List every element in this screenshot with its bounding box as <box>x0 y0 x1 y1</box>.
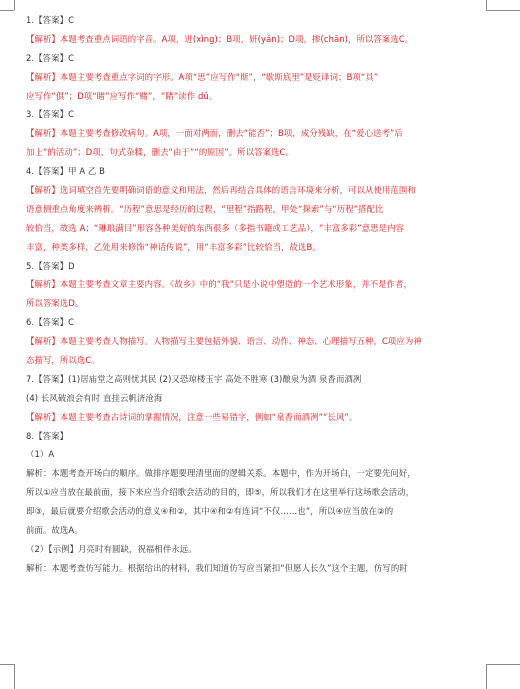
q3-analysis-cont: 加上“的活动”；D项，句式杂糅，删去“由于”“的原因”。所以答案选C。 <box>26 147 294 158</box>
q8-part1-analysis-cont-3: 前面。故选A。 <box>26 525 83 536</box>
answer-key-page <box>26 11 494 578</box>
q8-part2-analysis: 解析：本题考查仿写能力。根据给出的材料，我们知道仿写应当紧扣“但愿人长久”这个主题，仿写的时 <box>26 562 408 573</box>
q5-analysis: 【解析】本题主要考查文章主要内容。《故乡》中的“我”只是小说中塑造的一个艺术形象，并不是作者， <box>26 279 413 290</box>
q6-answer: 6.【答案】C <box>26 317 75 328</box>
q1-analysis: 【解析】本题考查重点词语的字音。A项，迸(xìng)；B项，妍(yán)；D项，掺(chān)，所以答案选C。 <box>26 33 414 44</box>
crop-mark-top-left-h <box>0 10 14 11</box>
q3-answer: 3.【答案】C <box>26 109 75 120</box>
q3-analysis: 【解析】本题主要考查修改病句。A项，一面对两面，删去“能否”；B项，成分残缺，在“爱心送考”后 <box>26 128 403 139</box>
q6-analysis: 【解析】本题主要考查人物描写。人物描写主要包括外貌、语言、动作、神态、心理描写五种，C项应为神 <box>26 336 422 347</box>
q2-analysis: 【解析】本题主要考查重点字词的字形。A项“思”应写作“斯”，“歇斯底里”是贬译词；B项“具” <box>26 71 379 82</box>
q2-answer: 2.【答案】C <box>26 52 75 63</box>
q4-answer: 4.【答案】甲 A 乙 B <box>26 166 106 177</box>
crop-mark-bottom-right-v <box>486 664 487 689</box>
crop-mark-bottom-left-h <box>0 664 14 665</box>
q8-answer: 8.【答案】 <box>26 430 69 441</box>
q8-part1-analysis-cont-2: 即③，最后就要介绍歌会活动的意义④和②，其中④和②有连词“不仅……也”，所以④应当放在②的 <box>26 506 394 517</box>
q4-analysis-cont-2: 较恰当，故选 A；“琳琅满目”形容各种美好的东西很多（多指书籍或工艺品），“丰富多彩”意思是内容 <box>26 222 405 233</box>
q4-analysis: 【解析】选词填空首先要明确词语的意义和用法，然后再结合具体的语言环境来分析，可以从使用范围和 <box>26 185 416 196</box>
crop-mark-bottom-right-h <box>486 664 520 665</box>
q7-answer-cont: (4) 长风破浪会有时 直挂云帆济沧海 <box>26 392 163 403</box>
q8-part2-example: （2）【示例】月亮时有圆缺，祝福相伴永远。 <box>26 543 197 554</box>
q7-answer: 7.【答案】(1)居庙堂之高则忧其民 (2)又恐琼楼玉宇 高处不胜寒 (3)酿泉为酒 泉香而酒冽 <box>26 373 362 384</box>
q5-answer: 5.【答案】D <box>26 260 75 271</box>
q4-analysis-cont-3: 丰富，种类多样，乙处用来修饰“神话传说”，用“丰富多彩”比较恰当，故选B。 <box>26 241 321 252</box>
q4-analysis-cont-1: 语意侧重点角度来辨析。“历程”意思是经历的过程，“里程”指路程，甲处“探索”与“历程”搭配比 <box>26 203 384 214</box>
q2-analysis-cont: 应写作“俱”；D项“睹”应写作“赌”，“睹”读作 dǔ。 <box>26 90 218 101</box>
q8-part1-analysis: 解析：本题考查开场白的顺序。做排序题要理清里面的逻辑关系。本题中，作为开场白，一定要先问好， <box>26 468 416 479</box>
q7-analysis: 【解析】本题主要考查古诗词的掌握情况，注意一些易错字，例如“泉香而酒冽”“长风”。 <box>26 411 358 422</box>
crop-mark-top-left-v <box>14 0 15 10</box>
q8-part1-answer: （1）A <box>26 449 55 460</box>
q6-analysis-cont: 态描写，所以选C。 <box>26 355 100 366</box>
crop-mark-top-right-v <box>486 0 487 10</box>
q1-answer: 1.【答案】C <box>26 15 75 25</box>
q8-part1-analysis-cont-1: 所以①应当放在最前面，接下来应当介绍歌会活动的目的，即⑤，所以我们才在这里举行这场歌会活动， <box>26 487 415 498</box>
q5-analysis-cont: 所以答案选D。 <box>26 298 84 309</box>
crop-mark-bottom-left-v <box>14 664 15 689</box>
